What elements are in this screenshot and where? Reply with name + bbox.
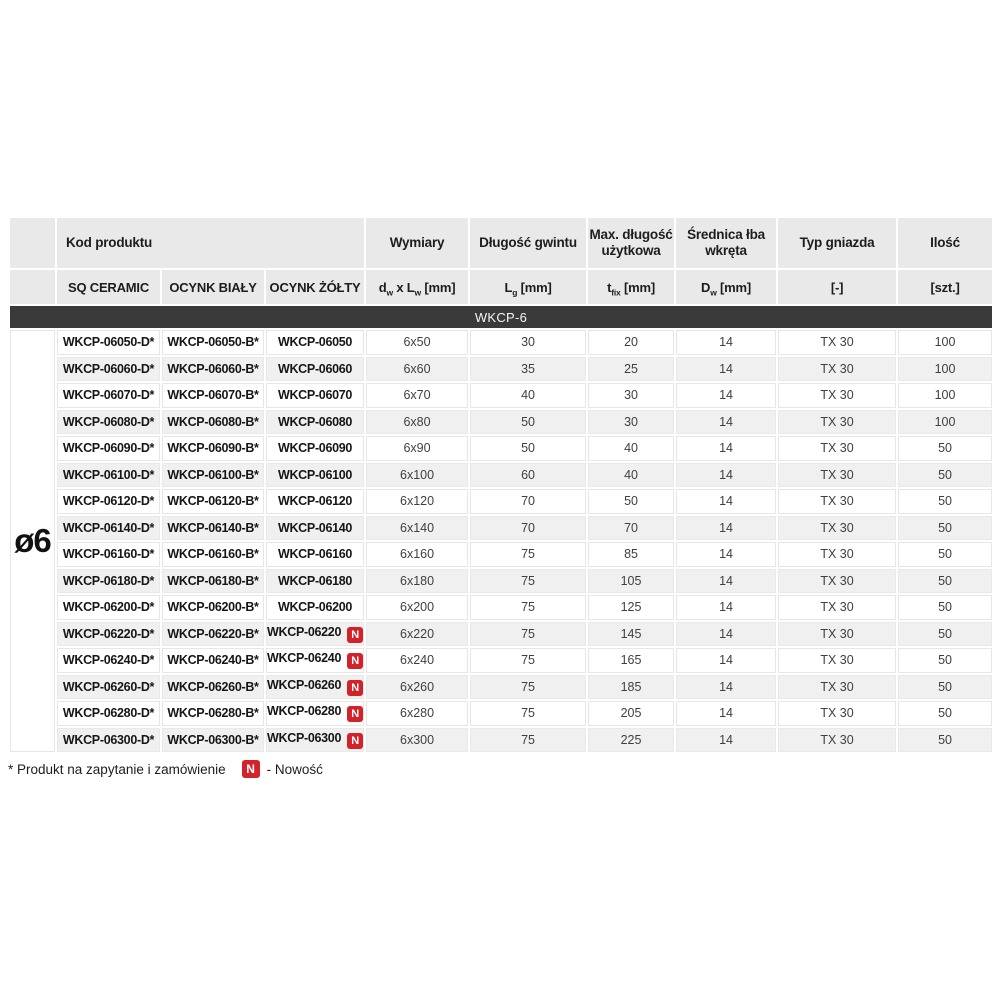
cell-srednica-lba: 14 (675, 727, 777, 754)
table-row (9, 329, 993, 356)
table-row (9, 435, 993, 462)
subheader-ocynk-bialy: OCYNK BIAŁY (161, 269, 265, 305)
cell-typ-gniazda: TX 30 (777, 435, 897, 462)
subheader-ilosc-unit: [szt.] (897, 269, 993, 305)
new-badge-icon: N (347, 627, 363, 643)
cell-ocynk-bialy: WKCP-06280-B* (161, 700, 265, 727)
new-badge-icon: N (347, 733, 363, 749)
cell-ocynk-zolty: WKCP-06060 (265, 356, 365, 383)
header-srednica-lba-wkreta: Średnica łba wkręta (675, 217, 777, 269)
cell-wymiary: 6x220 (365, 621, 469, 648)
table-row (9, 674, 993, 701)
cell-ilosc: 50 (897, 568, 993, 595)
cell-sq-ceramic: WKCP-06260-D* (56, 674, 161, 701)
cell-max-dlugosc: 20 (587, 329, 675, 356)
cell-srednica-lba: 14 (675, 515, 777, 542)
cell-dlugosc-gwintu: 50 (469, 409, 587, 436)
table-row (9, 700, 993, 727)
cell-ocynk-bialy: WKCP-06200-B* (161, 594, 265, 621)
cell-ocynk-zolty: WKCP-06080 (265, 409, 365, 436)
cell-sq-ceramic: WKCP-06220-D* (56, 621, 161, 648)
product-table-wrap (8, 216, 992, 754)
cell-dlugosc-gwintu: 75 (469, 674, 587, 701)
diameter-cell: ø6 (9, 329, 56, 753)
subheader-typ-unit: [-] (777, 269, 897, 305)
table-row (9, 647, 993, 674)
new-badge-icon: N (242, 760, 260, 778)
subheader-ocynk-zolty: OCYNK ŻÓŁTY (265, 269, 365, 305)
cell-sq-ceramic: WKCP-06160-D* (56, 541, 161, 568)
table-row (9, 409, 993, 436)
cell-max-dlugosc: 85 (587, 541, 675, 568)
cell-wymiary: 6x50 (365, 329, 469, 356)
cell-dlugosc-gwintu: 75 (469, 700, 587, 727)
header-dlugosc-gwintu: Długość gwintu (469, 217, 587, 269)
cell-sq-ceramic: WKCP-06200-D* (56, 594, 161, 621)
group-band-label: WKCP-6 (9, 305, 993, 329)
cell-max-dlugosc: 30 (587, 409, 675, 436)
cell-ilosc: 50 (897, 700, 993, 727)
cell-sq-ceramic: WKCP-06050-D* (56, 329, 161, 356)
cell-ocynk-zolty: WKCP-06180 (265, 568, 365, 595)
cell-dlugosc-gwintu: 70 (469, 488, 587, 515)
cell-sq-ceramic: WKCP-06240-D* (56, 647, 161, 674)
cell-typ-gniazda: TX 30 (777, 329, 897, 356)
cell-srednica-lba: 14 (675, 356, 777, 383)
table-row (9, 727, 993, 754)
cell-srednica-lba: 14 (675, 674, 777, 701)
cell-dlugosc-gwintu: 75 (469, 594, 587, 621)
cell-max-dlugosc: 30 (587, 382, 675, 409)
group-band-row (9, 305, 993, 329)
cell-srednica-lba: 14 (675, 435, 777, 462)
header-row-2 (9, 269, 993, 305)
cell-sq-ceramic: WKCP-06100-D* (56, 462, 161, 489)
cell-ocynk-zolty: WKCP-06200 (265, 594, 365, 621)
cell-ocynk-bialy: WKCP-06220-B* (161, 621, 265, 648)
cell-typ-gniazda: TX 30 (777, 488, 897, 515)
footnote (8, 760, 323, 778)
cell-ocynk-bialy: WKCP-06140-B* (161, 515, 265, 542)
cell-ilosc: 50 (897, 515, 993, 542)
cell-ocynk-bialy: WKCP-06100-B* (161, 462, 265, 489)
cell-sq-ceramic: WKCP-06080-D* (56, 409, 161, 436)
cell-wymiary: 6x280 (365, 700, 469, 727)
cell-sq-ceramic: WKCP-06120-D* (56, 488, 161, 515)
cell-max-dlugosc: 40 (587, 462, 675, 489)
cell-ilosc: 100 (897, 329, 993, 356)
cell-ocynk-bialy: WKCP-06090-B* (161, 435, 265, 462)
footnote-new-text: - Nowość (266, 761, 323, 777)
cell-srednica-lba: 14 (675, 621, 777, 648)
cell-srednica-lba: 14 (675, 647, 777, 674)
cell-dlugosc-gwintu: 70 (469, 515, 587, 542)
cell-ocynk-zolty: WKCP-06100 (265, 462, 365, 489)
subheader-lg-unit: $L_g$ [mm] (469, 269, 587, 305)
cell-sq-ceramic: WKCP-06070-D* (56, 382, 161, 409)
cell-ocynk-bialy: WKCP-06260-B* (161, 674, 265, 701)
cell-dlugosc-gwintu: 50 (469, 435, 587, 462)
new-badge-icon: N (347, 653, 363, 669)
table-row (9, 594, 993, 621)
cell-typ-gniazda: TX 30 (777, 621, 897, 648)
cell-sq-ceramic: WKCP-06300-D* (56, 727, 161, 754)
cell-dlugosc-gwintu: 75 (469, 727, 587, 754)
cell-dlugosc-gwintu: 35 (469, 356, 587, 383)
cell-ocynk-zolty: WKCP-06300 N (265, 727, 365, 754)
table-row (9, 568, 993, 595)
cell-ilosc: 50 (897, 435, 993, 462)
cell-dlugosc-gwintu: 75 (469, 568, 587, 595)
cell-typ-gniazda: TX 30 (777, 674, 897, 701)
cell-ocynk-bialy: WKCP-06160-B* (161, 541, 265, 568)
cell-wymiary: 6x160 (365, 541, 469, 568)
cell-wymiary: 6x140 (365, 515, 469, 542)
cell-typ-gniazda: TX 30 (777, 727, 897, 754)
subheader-diameter-spacer (9, 269, 56, 305)
cell-ocynk-zolty: WKCP-06120 (265, 488, 365, 515)
cell-dlugosc-gwintu: 40 (469, 382, 587, 409)
cell-max-dlugosc: 70 (587, 515, 675, 542)
cell-ocynk-zolty: WKCP-06090 (265, 435, 365, 462)
cell-sq-ceramic: WKCP-06280-D* (56, 700, 161, 727)
header-typ-gniazda: Typ gniazda (777, 217, 897, 269)
cell-wymiary: 6x300 (365, 727, 469, 754)
cell-srednica-lba: 14 (675, 700, 777, 727)
cell-ocynk-zolty: WKCP-06240 N (265, 647, 365, 674)
cell-ocynk-zolty: WKCP-06050 (265, 329, 365, 356)
cell-typ-gniazda: TX 30 (777, 700, 897, 727)
new-badge-icon: N (347, 680, 363, 696)
cell-srednica-lba: 14 (675, 409, 777, 436)
header-kod-produktu: Kod produktu (56, 217, 365, 269)
cell-wymiary: 6x60 (365, 356, 469, 383)
cell-typ-gniazda: TX 30 (777, 568, 897, 595)
cell-wymiary: 6x200 (365, 594, 469, 621)
cell-srednica-lba: 14 (675, 382, 777, 409)
cell-wymiary: 6x180 (365, 568, 469, 595)
cell-typ-gniazda: TX 30 (777, 382, 897, 409)
product-table (8, 216, 994, 754)
subheader-wymiary-unit: $d_w$ x $L_w$ [mm] (365, 269, 469, 305)
table-row (9, 462, 993, 489)
cell-max-dlugosc: 25 (587, 356, 675, 383)
cell-wymiary: 6x90 (365, 435, 469, 462)
cell-srednica-lba: 14 (675, 462, 777, 489)
cell-srednica-lba: 14 (675, 329, 777, 356)
cell-max-dlugosc: 50 (587, 488, 675, 515)
cell-max-dlugosc: 145 (587, 621, 675, 648)
table-row (9, 382, 993, 409)
header-wymiary: Wymiary (365, 217, 469, 269)
cell-sq-ceramic: WKCP-06180-D* (56, 568, 161, 595)
cell-ilosc: 50 (897, 621, 993, 648)
cell-srednica-lba: 14 (675, 568, 777, 595)
cell-wymiary: 6x240 (365, 647, 469, 674)
cell-sq-ceramic: WKCP-06140-D* (56, 515, 161, 542)
subheader-sq-ceramic: SQ CERAMIC (56, 269, 161, 305)
subheader-tfix-unit: $t_{fix}$ [mm] (587, 269, 675, 305)
cell-ilosc: 50 (897, 727, 993, 754)
cell-sq-ceramic: WKCP-06090-D* (56, 435, 161, 462)
cell-max-dlugosc: 185 (587, 674, 675, 701)
table-row (9, 621, 993, 648)
header-row-1 (9, 217, 993, 269)
new-badge-icon: N (347, 706, 363, 722)
cell-max-dlugosc: 205 (587, 700, 675, 727)
header-max-dlugosc-uzytkowa: Max. długość użytkowa (587, 217, 675, 269)
cell-wymiary: 6x260 (365, 674, 469, 701)
cell-typ-gniazda: TX 30 (777, 356, 897, 383)
cell-typ-gniazda: TX 30 (777, 647, 897, 674)
cell-max-dlugosc: 40 (587, 435, 675, 462)
cell-ocynk-bialy: WKCP-06070-B* (161, 382, 265, 409)
cell-dlugosc-gwintu: 75 (469, 541, 587, 568)
cell-wymiary: 6x70 (365, 382, 469, 409)
cell-wymiary: 6x100 (365, 462, 469, 489)
cell-ilosc: 50 (897, 541, 993, 568)
cell-ocynk-zolty: WKCP-06160 (265, 541, 365, 568)
cell-dlugosc-gwintu: 75 (469, 647, 587, 674)
cell-wymiary: 6x120 (365, 488, 469, 515)
cell-ocynk-bialy: WKCP-06240-B* (161, 647, 265, 674)
table-row (9, 488, 993, 515)
table-body (9, 329, 993, 753)
cell-ocynk-zolty: WKCP-06280 N (265, 700, 365, 727)
cell-typ-gniazda: TX 30 (777, 409, 897, 436)
cell-typ-gniazda: TX 30 (777, 594, 897, 621)
cell-ocynk-bialy: WKCP-06180-B* (161, 568, 265, 595)
cell-typ-gniazda: TX 30 (777, 515, 897, 542)
cell-ocynk-bialy: WKCP-06060-B* (161, 356, 265, 383)
cell-ilosc: 50 (897, 488, 993, 515)
cell-ilosc: 50 (897, 462, 993, 489)
cell-dlugosc-gwintu: 30 (469, 329, 587, 356)
table-row (9, 515, 993, 542)
cell-ocynk-zolty: WKCP-06070 (265, 382, 365, 409)
cell-max-dlugosc: 105 (587, 568, 675, 595)
cell-ilosc: 50 (897, 594, 993, 621)
cell-ilosc: 50 (897, 674, 993, 701)
cell-ocynk-bialy: WKCP-06050-B* (161, 329, 265, 356)
cell-max-dlugosc: 225 (587, 727, 675, 754)
subheader-dw-unit: $D_w$ [mm] (675, 269, 777, 305)
cell-srednica-lba: 14 (675, 488, 777, 515)
cell-sq-ceramic: WKCP-06060-D* (56, 356, 161, 383)
cell-max-dlugosc: 125 (587, 594, 675, 621)
header-diameter-spacer (9, 217, 56, 269)
header-ilosc: Ilość (897, 217, 993, 269)
cell-typ-gniazda: TX 30 (777, 462, 897, 489)
cell-ocynk-bialy: WKCP-06120-B* (161, 488, 265, 515)
cell-typ-gniazda: TX 30 (777, 541, 897, 568)
cell-ocynk-zolty: WKCP-06260 N (265, 674, 365, 701)
cell-srednica-lba: 14 (675, 594, 777, 621)
table-row (9, 356, 993, 383)
cell-ilosc: 100 (897, 382, 993, 409)
table-row (9, 541, 993, 568)
cell-ilosc: 100 (897, 409, 993, 436)
cell-ocynk-zolty: WKCP-06220 N (265, 621, 365, 648)
cell-dlugosc-gwintu: 60 (469, 462, 587, 489)
cell-ilosc: 100 (897, 356, 993, 383)
cell-ocynk-bialy: WKCP-06080-B* (161, 409, 265, 436)
footnote-request-text: * Produkt na zapytanie i zamówienie (8, 761, 226, 777)
cell-ocynk-zolty: WKCP-06140 (265, 515, 365, 542)
cell-wymiary: 6x80 (365, 409, 469, 436)
cell-max-dlugosc: 165 (587, 647, 675, 674)
cell-srednica-lba: 14 (675, 541, 777, 568)
cell-ilosc: 50 (897, 647, 993, 674)
cell-dlugosc-gwintu: 75 (469, 621, 587, 648)
cell-ocynk-bialy: WKCP-06300-B* (161, 727, 265, 754)
